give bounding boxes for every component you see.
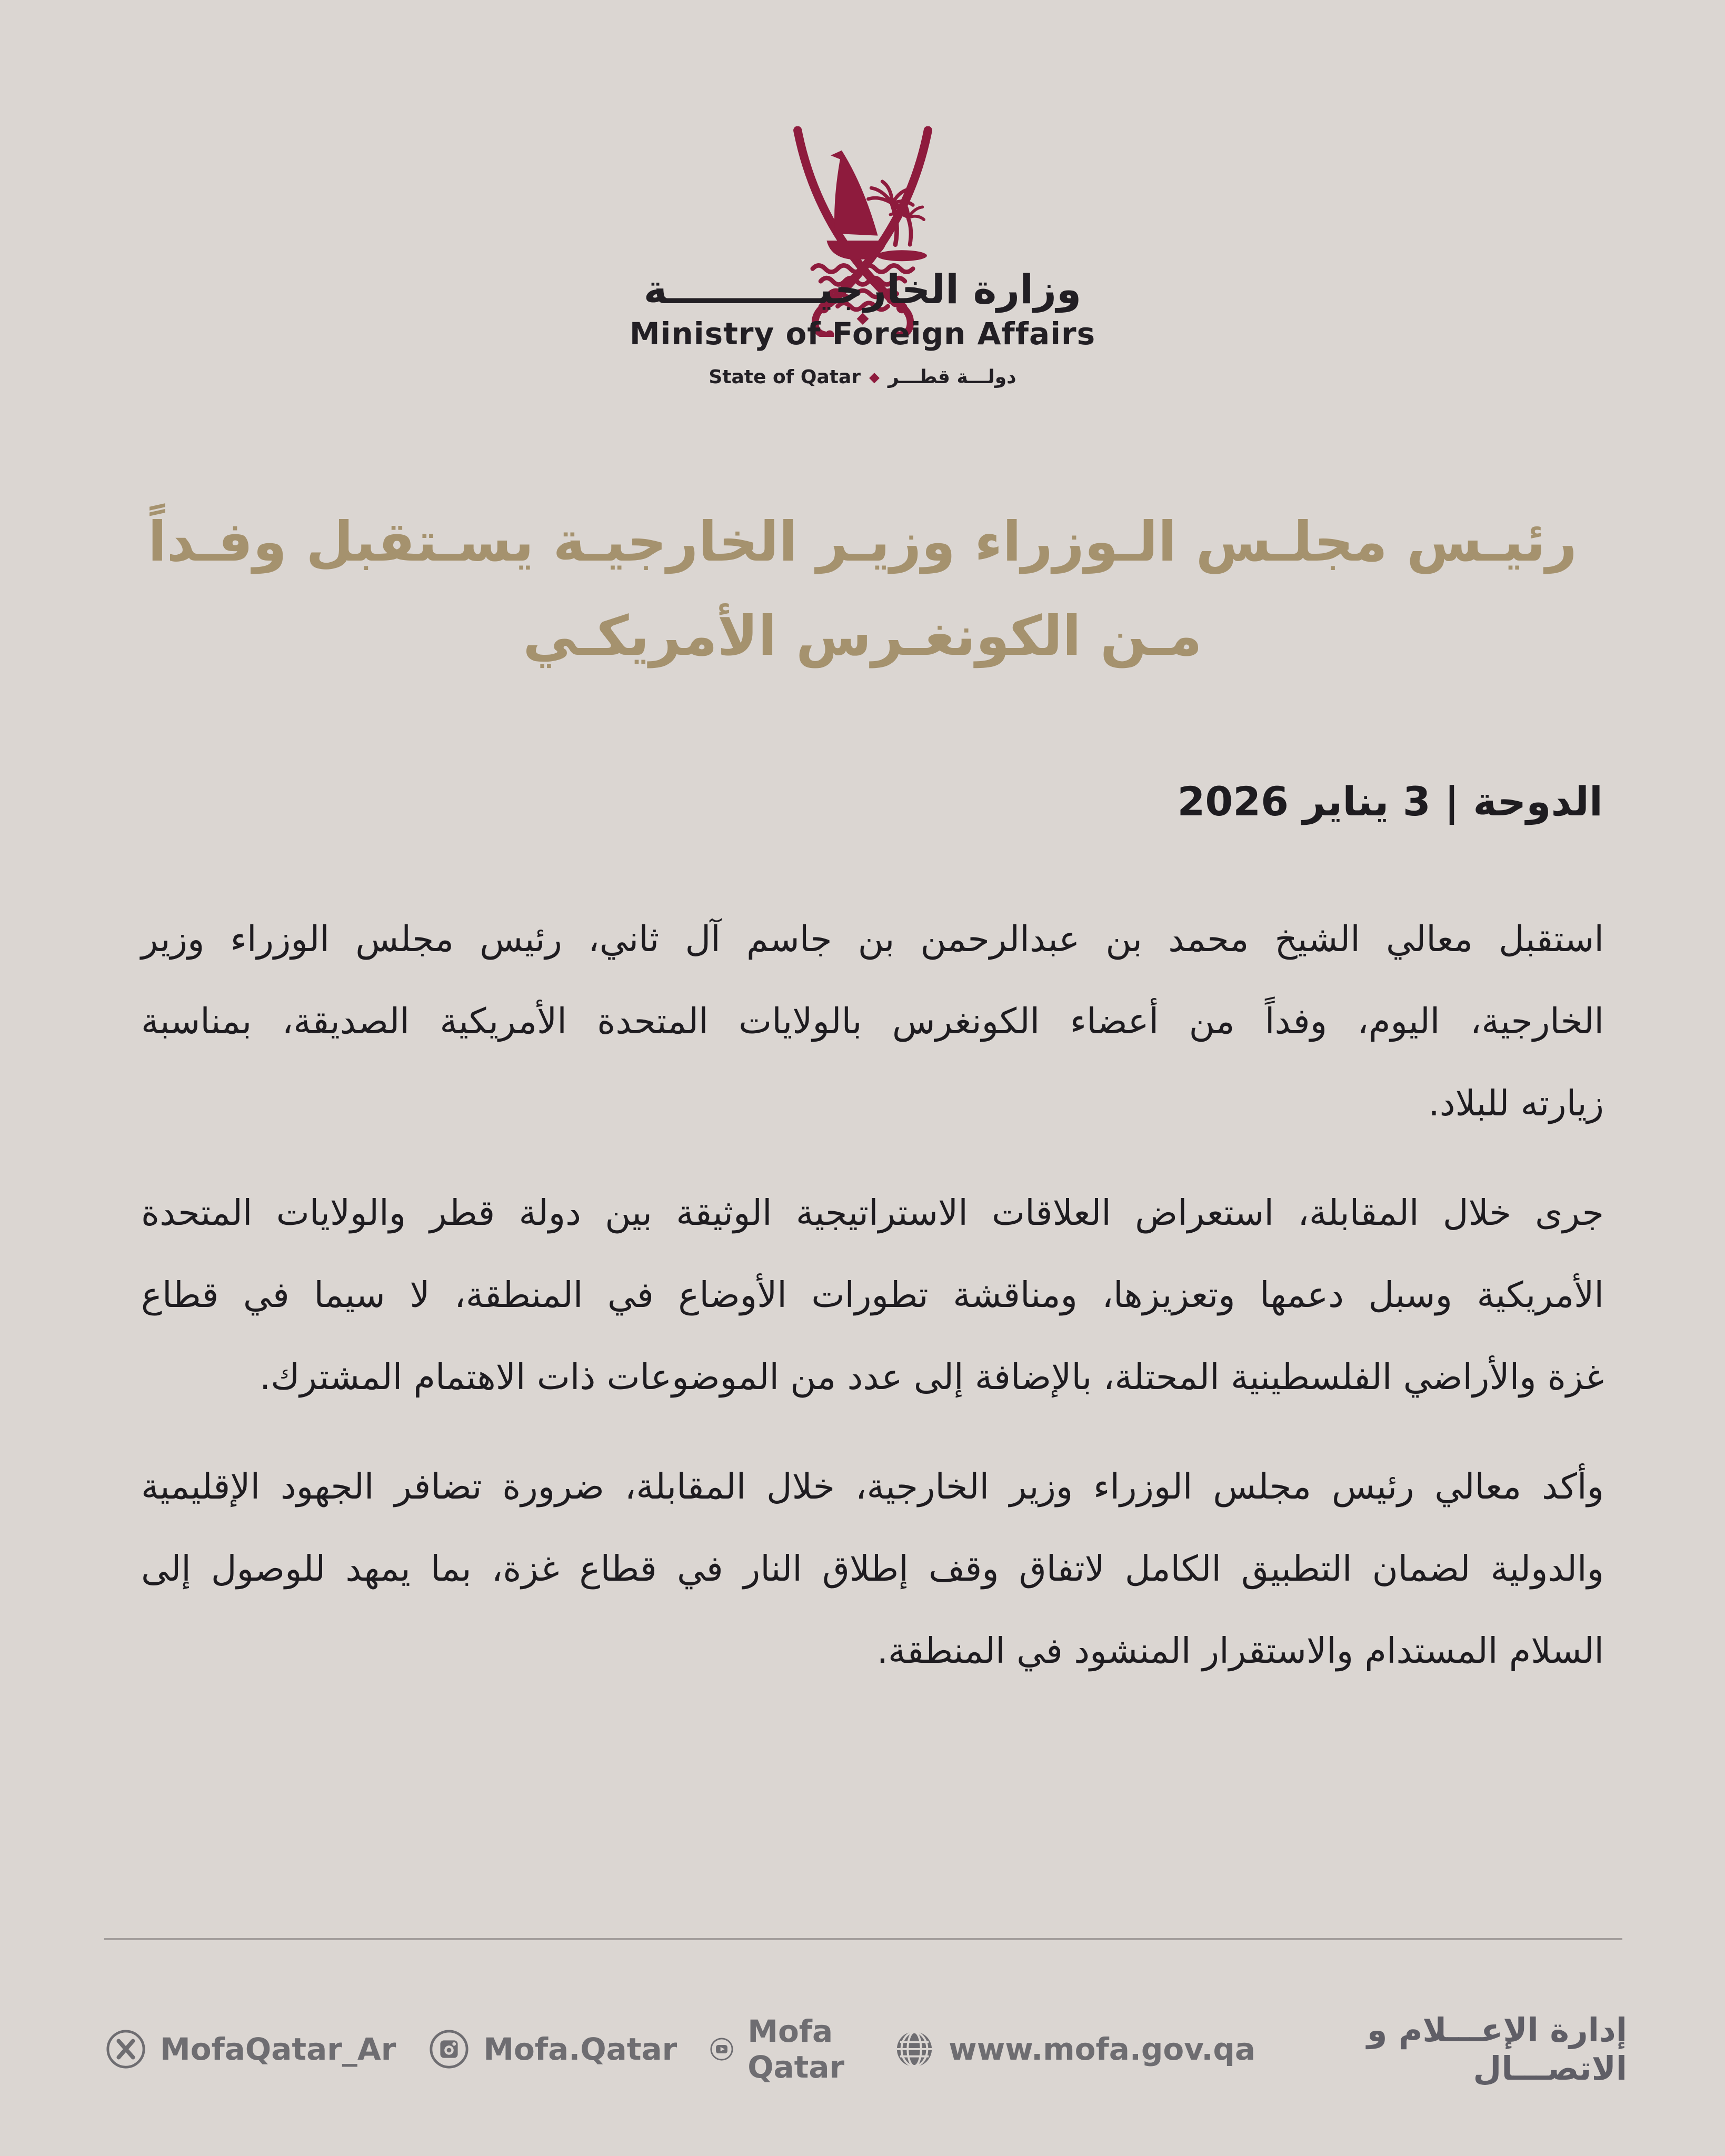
- body-line: غزة والأراضي الفلسطينية المحتلة، بالإضافة إلى عدد من الموضوعات ذات الاهتمام المشترك.: [259, 1356, 1604, 1398]
- x-icon: [105, 2029, 146, 2070]
- ministry-name-arabic: وزارة الخارجيـــــــــــة: [643, 266, 1082, 313]
- footer-divider: [104, 1938, 1622, 1940]
- body-line: جرى خلال المقابلة، استعراض العلاقات الاستراتيجية الوثيقة بين دولة قطر والولايات المتحدة: [141, 1192, 1604, 1233]
- ministry-name-english: Ministry of Foreign Affairs: [629, 316, 1096, 352]
- paragraph-1: [141, 898, 1604, 1144]
- body-line: السلام المستدام والاستقرار المنشود في المنطقة.: [876, 1630, 1604, 1671]
- paragraph-3: [141, 1445, 1604, 1692]
- instagram-icon: [428, 2029, 470, 2070]
- diamond-separator-icon: ◆: [869, 369, 880, 385]
- press-release-title-line-2: مـن الكونغـرس الأمريكـي: [523, 603, 1202, 668]
- press-release-body: [141, 898, 1604, 1719]
- social-item-youtube[interactable]: [710, 2013, 861, 2085]
- dateline: الدوحة | 3 يناير 2026: [1177, 778, 1603, 825]
- footer: [105, 2011, 1627, 2088]
- body-line: والدولية لضمان التطبيق الكامل لاتفاق وقف إطلاق النار في قطاع غزة، بما يمهد للوصول إلى: [141, 1548, 1604, 1589]
- youtube-icon: [710, 2029, 734, 2070]
- state-of-qatar-line: [0, 366, 1725, 388]
- body-line: استقبل معالي الشيخ محمد بن عبدالرحمن بن جاسم آل ثاني، رئيس مجلس الوزراء وزير: [141, 919, 1604, 960]
- website-url: www.mofa.gov.qa: [949, 2031, 1256, 2067]
- paragraph-2: [141, 1172, 1604, 1418]
- body-line: الخارجية، اليوم، وفداً من أعضاء الكونغرس بالولايات المتحدة الأمريكية الصديقة، بمناسبة: [141, 1001, 1604, 1042]
- social-handle: MofaQatar_Ar: [160, 2031, 396, 2067]
- department-name: إدارة الإعـــلام و الاتصـــال: [1367, 2011, 1627, 2088]
- state-of-qatar-arabic: دولـــة قطـــر: [888, 366, 1016, 388]
- social-handle: Mofa Qatar: [747, 2013, 845, 2085]
- dhow-icon: [834, 151, 878, 236]
- social-links: [105, 2013, 1255, 2085]
- social-handle: Mofa.Qatar: [483, 2031, 677, 2067]
- social-item-instagram[interactable]: [428, 2029, 677, 2070]
- social-item-x[interactable]: [105, 2029, 396, 2070]
- body-line: وأكد معالي رئيس مجلس الوزراء وزير الخارجية، خلال المقابلة، ضرورة تضافر الجهود الإقليمية: [141, 1466, 1604, 1507]
- social-item-website[interactable]: [894, 2029, 1255, 2070]
- state-of-qatar-english: State of Qatar: [709, 366, 861, 388]
- press-release-title-line-1: رئيـس مجلـس الـوزراء وزيـر الخارجيـة يسـتقبل وفـداً: [148, 510, 1577, 574]
- body-line: الأمريكية وسبل دعمها وتعزيزها، ومناقشة تطورات الأوضاع في المنطقة، لا سيما في قطاع: [141, 1274, 1604, 1315]
- globe-icon: [894, 2029, 935, 2070]
- body-line: زيارته للبلاد.: [1428, 1083, 1604, 1124]
- press-release-title: [121, 495, 1604, 683]
